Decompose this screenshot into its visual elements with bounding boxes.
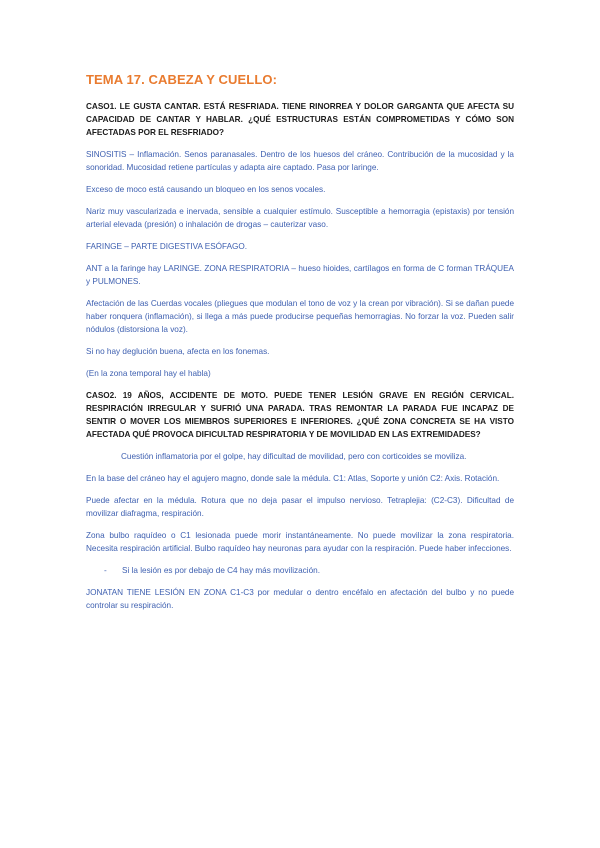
caso1-answer: FARINGE – PARTE DIGESTIVA ESÓFAGO.: [86, 242, 248, 251]
caso2-question: CASO2. 19 AÑOS, ACCIDENTE DE MOTO. PUEDE TENER LESIÓN GRAVE EN REGIÓN CERVICAL. RESPIRACIÓN IRREGULAR Y SUFRIÓ UNA PARADA. TRAS REMONTAR LA PARADA FUE INCAPAZ DE SENTIR O MOVER LOS MIEMBROS SUPERIORES E INFERIORES. ¿QUÉ ZONA CONCRETA SE HA VISTO AFECTADA QUÉ PROVOCA DIFICULTAD RESPIRATORIA Y DE MOVILIDAD EN LAS EXTREMIDADES?: [86, 391, 514, 439]
caso2-bullet-text: Si la lesión es por debajo de C4 hay más movilización.: [122, 566, 320, 575]
caso1-answer: ANT a la faringe hay LARINGE. ZONA RESPIRATORIA – hueso hioides, cartílagos en forma de C forman TRÁQUEA y PULMONES.: [86, 264, 514, 286]
bullet-marker: -: [104, 566, 107, 575]
caso2-answer: Cuestión inflamatoria por el golpe, hay dificultad de movilidad, pero con corticoides se moviliza.: [121, 452, 467, 461]
caso1-question: CASO1. LE GUSTA CANTAR. ESTÁ RESFRIADA. TIENE RINORREA Y DOLOR GARGANTA QUE AFECTA SU CAPACIDAD DE CANTAR Y HABLAR. ¿QUÉ ESTRUCTURAS ESTÁN COMPROMETIDAS Y CÓMO SON AFECTADAS POR EL RESFRIADO?: [86, 102, 514, 137]
caso1-answer: Si no hay deglución buena, afecta en los fonemas.: [86, 347, 270, 356]
document-title: TEMA 17. CABEZA Y CUELLO:: [86, 72, 278, 87]
caso2-answer: En la base del cráneo hay el agujero magno, donde sale la médula. C1: Atlas, Soporte y unión C2: Axis. Rotación.: [86, 474, 500, 483]
caso2-answer: Zona bulbo raquídeo o C1 lesionada puede morir instantáneamente. No puede movilizar la zona respiratoria. Necesita respiración artificial. Bulbo raquídeo hay neuronas para ayudar con la respiración. Puede haber infecciones.: [86, 531, 514, 553]
caso1-answer: (En la zona temporal hay el habla): [86, 369, 211, 378]
document-content: [86, 72, 514, 621]
caso2-bullet-item: [86, 564, 514, 577]
caso1-answer: SINOSITIS – Inflamación. Senos paranasales. Dentro de los huesos del cráneo. Contribución de la mucosidad y la sonoridad. Mucosidad retiene partículas y adapta aire captado. Pasa por laringe.: [86, 150, 514, 172]
caso1-answer: Nariz muy vascularizada e inervada, sensible a cualquier estímulo. Susceptible a hemorragia (epistaxis) por tensión arterial elevada (presión) o inhalación de drogas – cauterizar vaso.: [86, 207, 514, 229]
caso2-answer: Puede afectar en la médula. Rotura que no deja pasar el impulso nervioso. Tetraplejia: (C2-C3). Dificultad de movilizar diafragma, respiración.: [86, 496, 514, 518]
caso1-answer: Afectación de las Cuerdas vocales (pliegues que modulan el tono de voz y la crean por vibración). Si se dañan puede haber ronquera (inflamación), si llega a más puede producirse pequeñas hemorragias. No forzar la voz. Pueden salir nódulos (distorsiona la voz).: [86, 299, 514, 334]
caso1-answer: Exceso de moco está causando un bloqueo en los senos vocales.: [86, 185, 326, 194]
caso2-final-answer: JONATAN TIENE LESIÓN EN ZONA C1-C3 por medular o dentro encéfalo en afectación del bulbo y no puede controlar su respiración.: [86, 588, 514, 610]
